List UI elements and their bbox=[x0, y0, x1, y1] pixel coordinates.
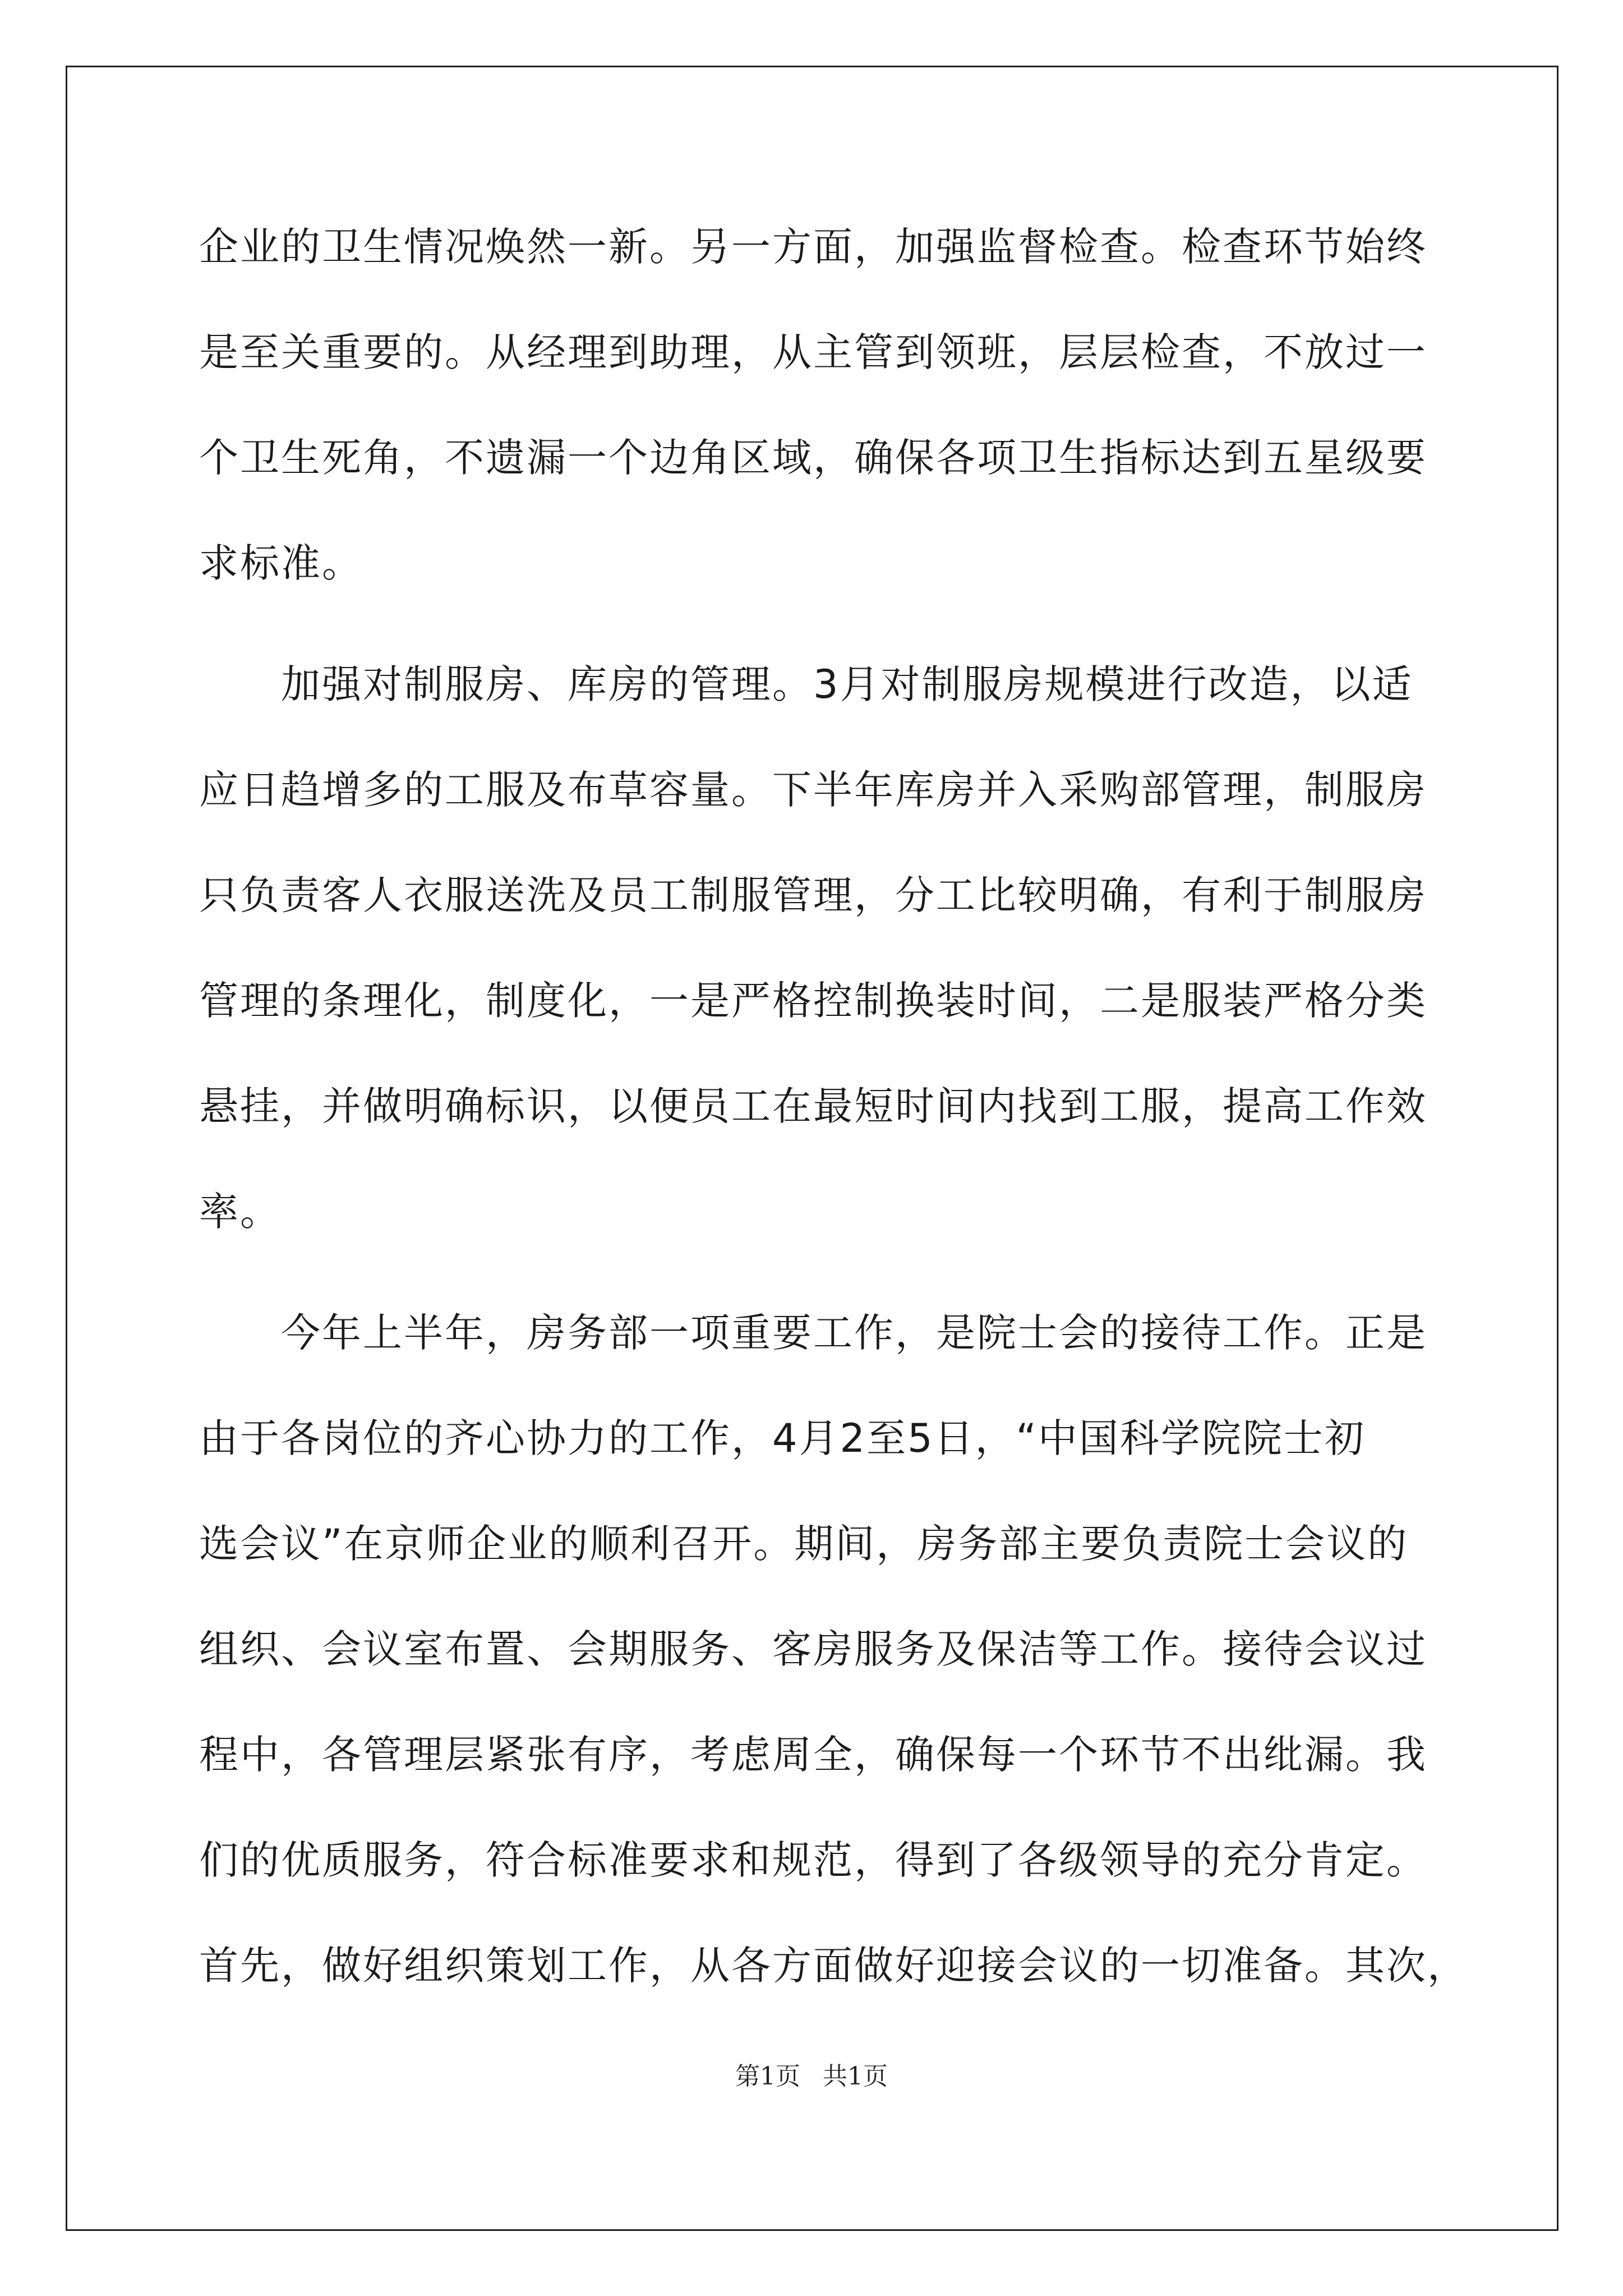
paragraph bbox=[199, 1302, 1468, 2040]
text-line: 管理的条理化，制度化，一是严格控制换装时间，二是服装严格分类 bbox=[199, 978, 1427, 1024]
text-line: 们的优质服务，符合标准要求和规范，得到了各级领导的充分肯定。 bbox=[199, 1837, 1427, 1883]
text-line: 首先，做好组织策划工作，从各方面做好迎接会议的一切准备。其次， bbox=[199, 1943, 1468, 1989]
page-footer bbox=[0, 2056, 1623, 2092]
paragraph bbox=[199, 216, 1433, 638]
text-line: 加强对制服房、库房的管理。3月对制服房规模进行改造，以适 bbox=[199, 661, 1413, 707]
text-line: 是至关重要的。从经理到助理，从主管到领班，层层检查，不放过一 bbox=[199, 329, 1427, 375]
text-line: 只负责客人衣服送洗及员工制服管理，分工比较明确，有利于制服房 bbox=[199, 872, 1427, 918]
paragraph bbox=[199, 654, 1433, 1286]
page-number: 第1页 bbox=[735, 2062, 800, 2091]
text-line: 率。 bbox=[199, 1189, 281, 1235]
text-line: 应日趋增多的工服及布草容量。下半年库房并入采购部管理，制服房 bbox=[199, 767, 1427, 813]
text-line: 今年上半年，房务部一项重要工作，是院士会的接待工作。正是 bbox=[199, 1310, 1427, 1356]
page-total: 共1页 bbox=[823, 2062, 888, 2091]
text-line: 个卫生死角，不遗漏一个边角区域，确保各项卫生指标达到五星级要 bbox=[199, 435, 1427, 481]
text-line: 企业的卫生情况焕然一新。另一方面，加强监督检查。检查环节始终 bbox=[199, 224, 1427, 270]
text-line: 组织、会议室布置、会期服务、客房服务及保洁等工作。接待会议过 bbox=[199, 1626, 1427, 1672]
text-line: 程中，各管理层紧张有序，考虑周全，确保每一个环节不出纰漏。我 bbox=[199, 1732, 1427, 1778]
text-line: 选会议”在京师企业的顺利召开。期间，房务部主要负责院士会议的 bbox=[199, 1521, 1409, 1567]
text-line: 由于各岗位的齐心协力的工作，4月2至5日，“中国科学院院士初 bbox=[199, 1415, 1366, 1461]
text-line: 悬挂，并做明确标识，以便员工在最短时间内找到工服，提高工作效 bbox=[199, 1083, 1427, 1129]
document-body bbox=[199, 216, 1468, 2040]
text-line: 求标准。 bbox=[199, 540, 363, 586]
